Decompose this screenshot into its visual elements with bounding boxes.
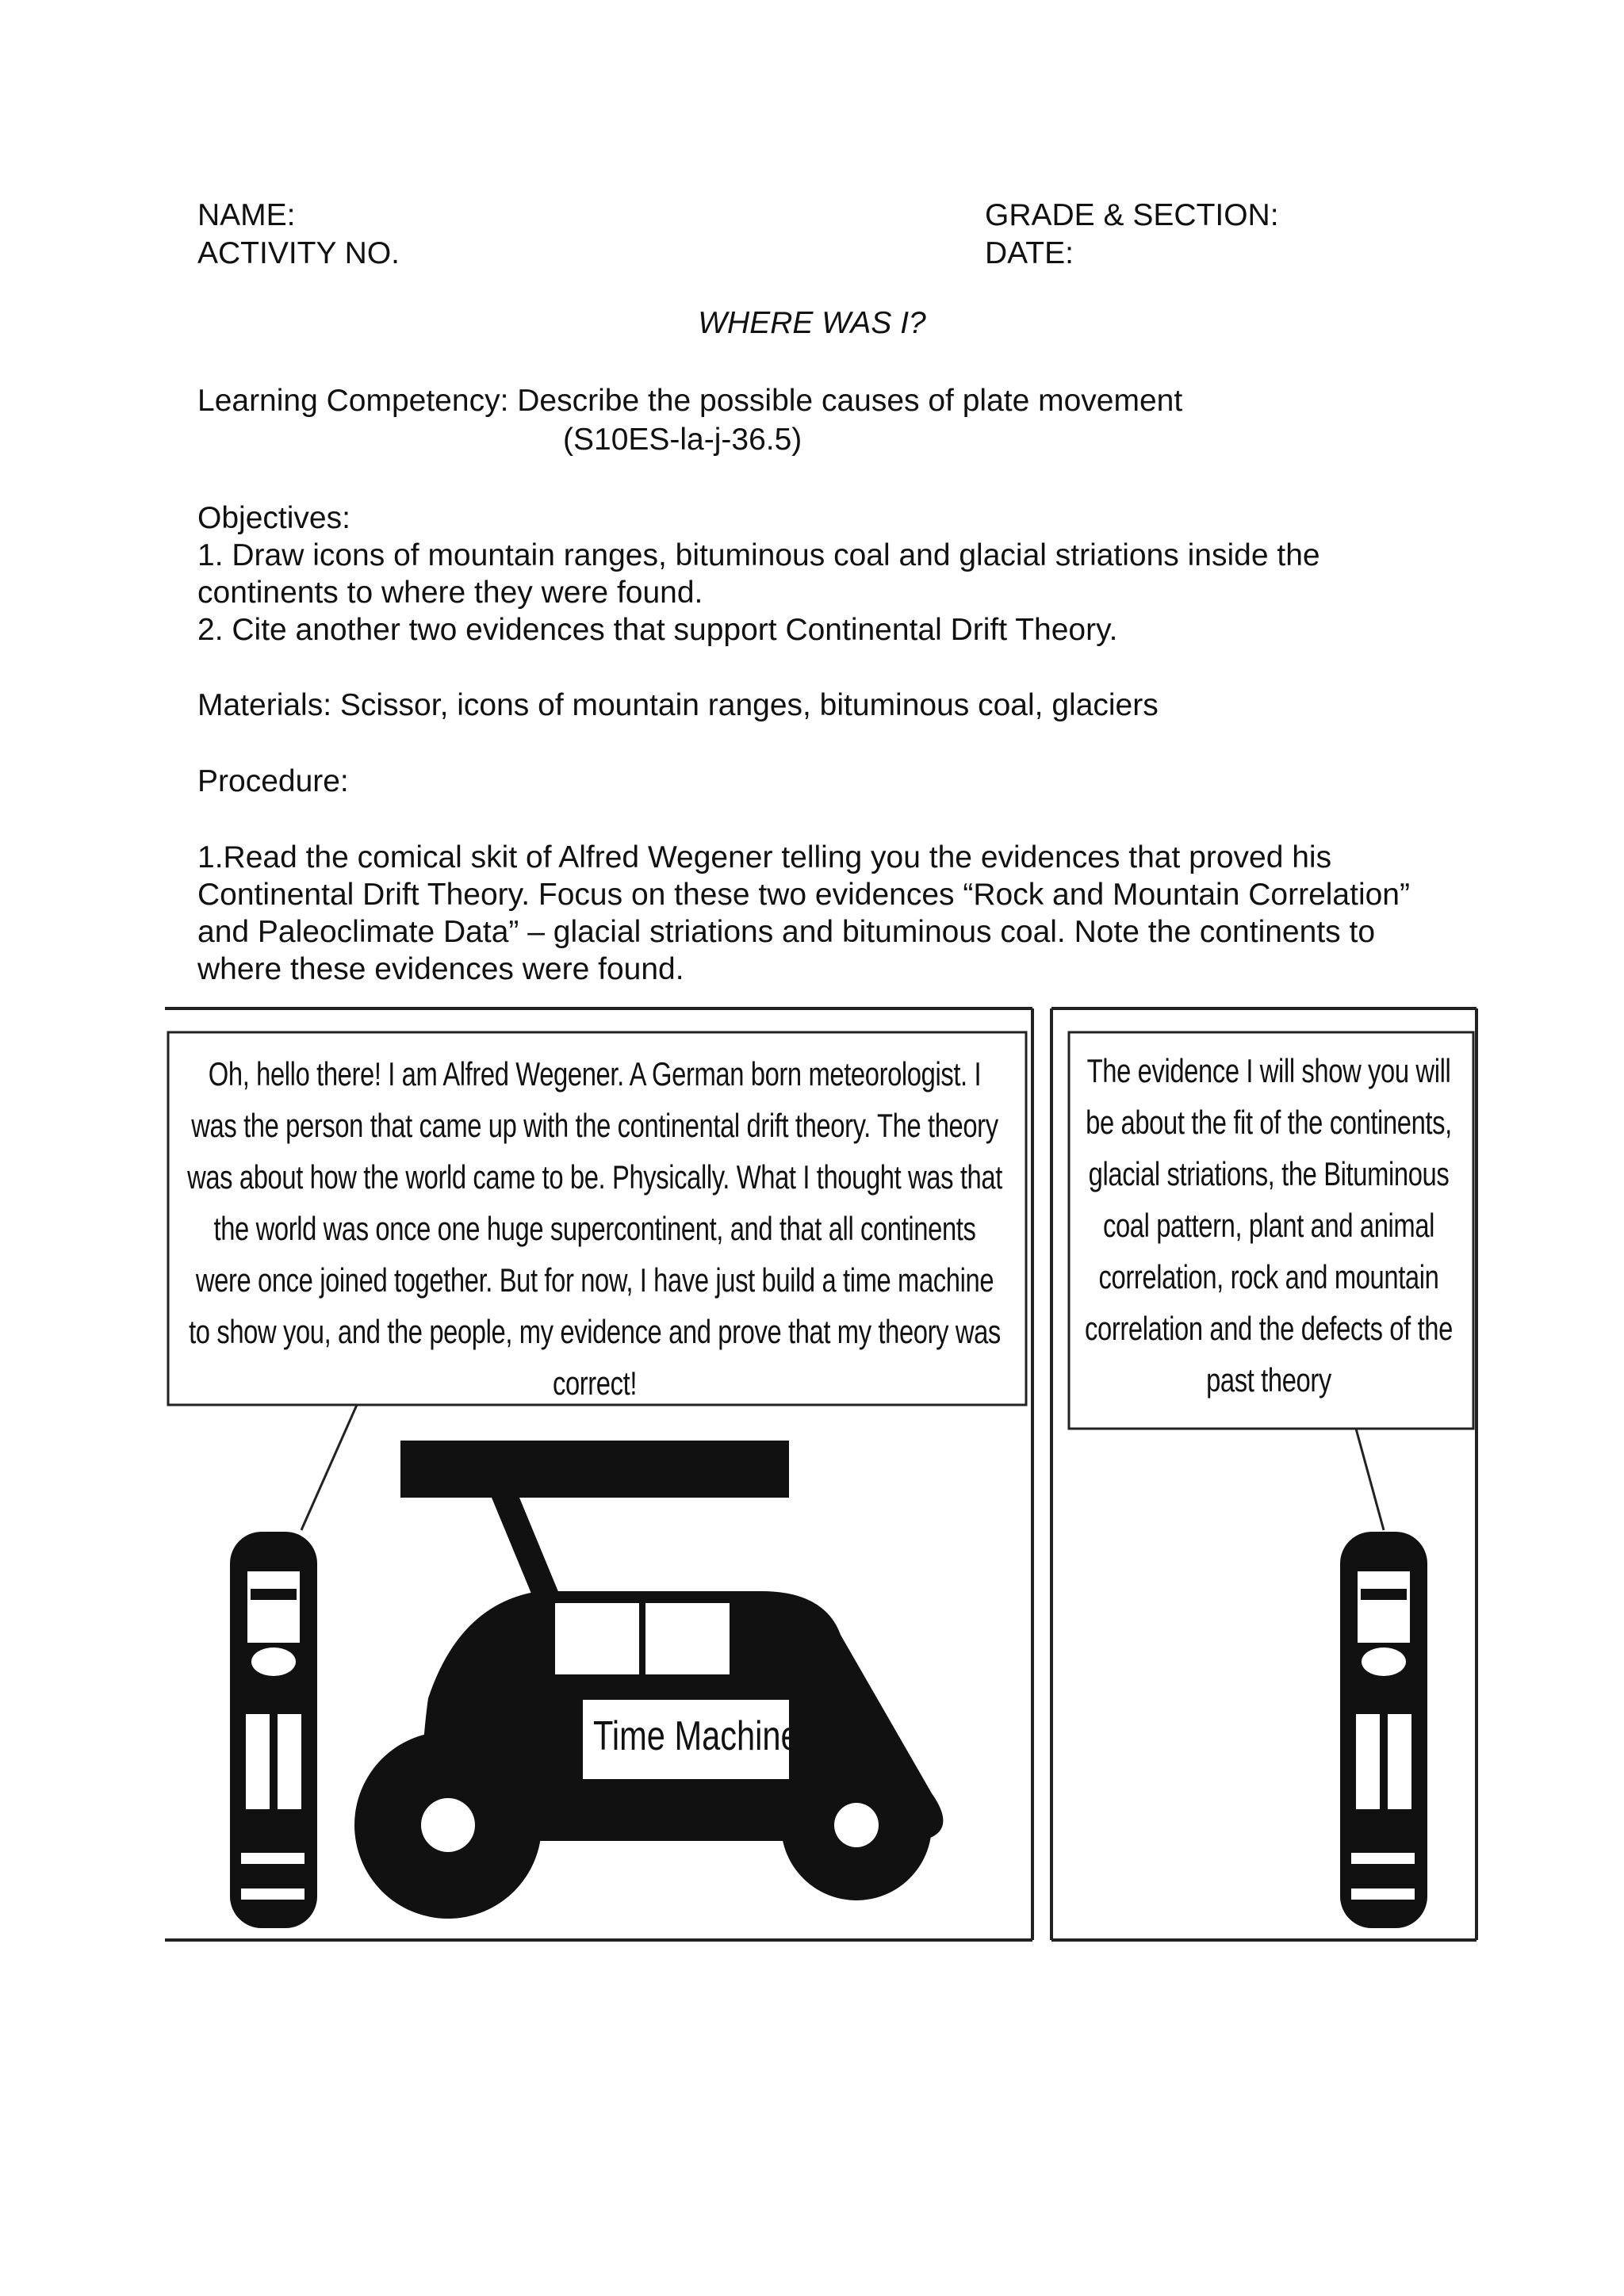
learning-competency-label: Learning Competency: — [197, 384, 509, 418]
activity-label: ACTIVITY NO. — [197, 236, 400, 270]
learning-competency-text: Describe the possible causes of plate movement — [517, 384, 1183, 418]
speech-bubble-1-text: Oh, hello there! I am Alfred Wegener. A German born meteorologist. I was the person that came up with the continental drift theory. The theory was about how the world came to be. Physically. What I thought was that the world was once one huge supercontinent, and that all continents were once joined together. But for now, I have just build a time machine to show you, and the people, my evidence and prove that my theory was correct! — [187, 1055, 1002, 1402]
objectives-heading: Objectives: — [197, 501, 350, 535]
procedure-heading: Procedure: — [197, 764, 349, 798]
date-label: DATE: — [985, 236, 1074, 270]
name-label: NAME: — [197, 198, 296, 232]
comic-strip — [159, 1001, 1483, 1944]
materials-line: Materials: Scissor, icons of mountain ranges, bituminous coal, glaciers — [197, 688, 1159, 722]
wegener-figure-1 — [230, 1532, 317, 1928]
objectives-section — [197, 499, 1466, 649]
time-machine-label: Time Machine — [593, 1713, 799, 1759]
page-title: WHERE WAS I? — [698, 306, 926, 340]
time-machine-car — [354, 1441, 943, 1919]
speech-bubble-2-text: The evidence I will show you will be about the fit of the continents, glacial striations, the Bituminous coal pattern, plant and animal correlation, rock and mountain correlation and the defects of the past theory — [1085, 1052, 1453, 1399]
learning-competency — [197, 384, 1182, 419]
objective-item: 1. Draw icons of mountain ranges, bituminous coal and glacial striations inside the continents to where they were found. — [197, 538, 1320, 610]
wegener-figure-2 — [1340, 1532, 1427, 1928]
procedure-step-1: 1.Read the comical skit of Alfred Wegener telling you the evidences that proved his Continental Drift Theory. Focus on these two evidences “Rock and Mountain Correlation” and Paleoclimate Data” – glacial striations and bituminous coal. Note the continents to where these evidences were found. — [197, 840, 1410, 986]
grade-section-label: GRADE & SECTION: — [985, 198, 1279, 232]
competency-code: (S10ES-la-j-36.5) — [563, 423, 802, 457]
objective-item: 2. Cite another two evidences that support Continental Drift Theory. — [197, 613, 1118, 647]
